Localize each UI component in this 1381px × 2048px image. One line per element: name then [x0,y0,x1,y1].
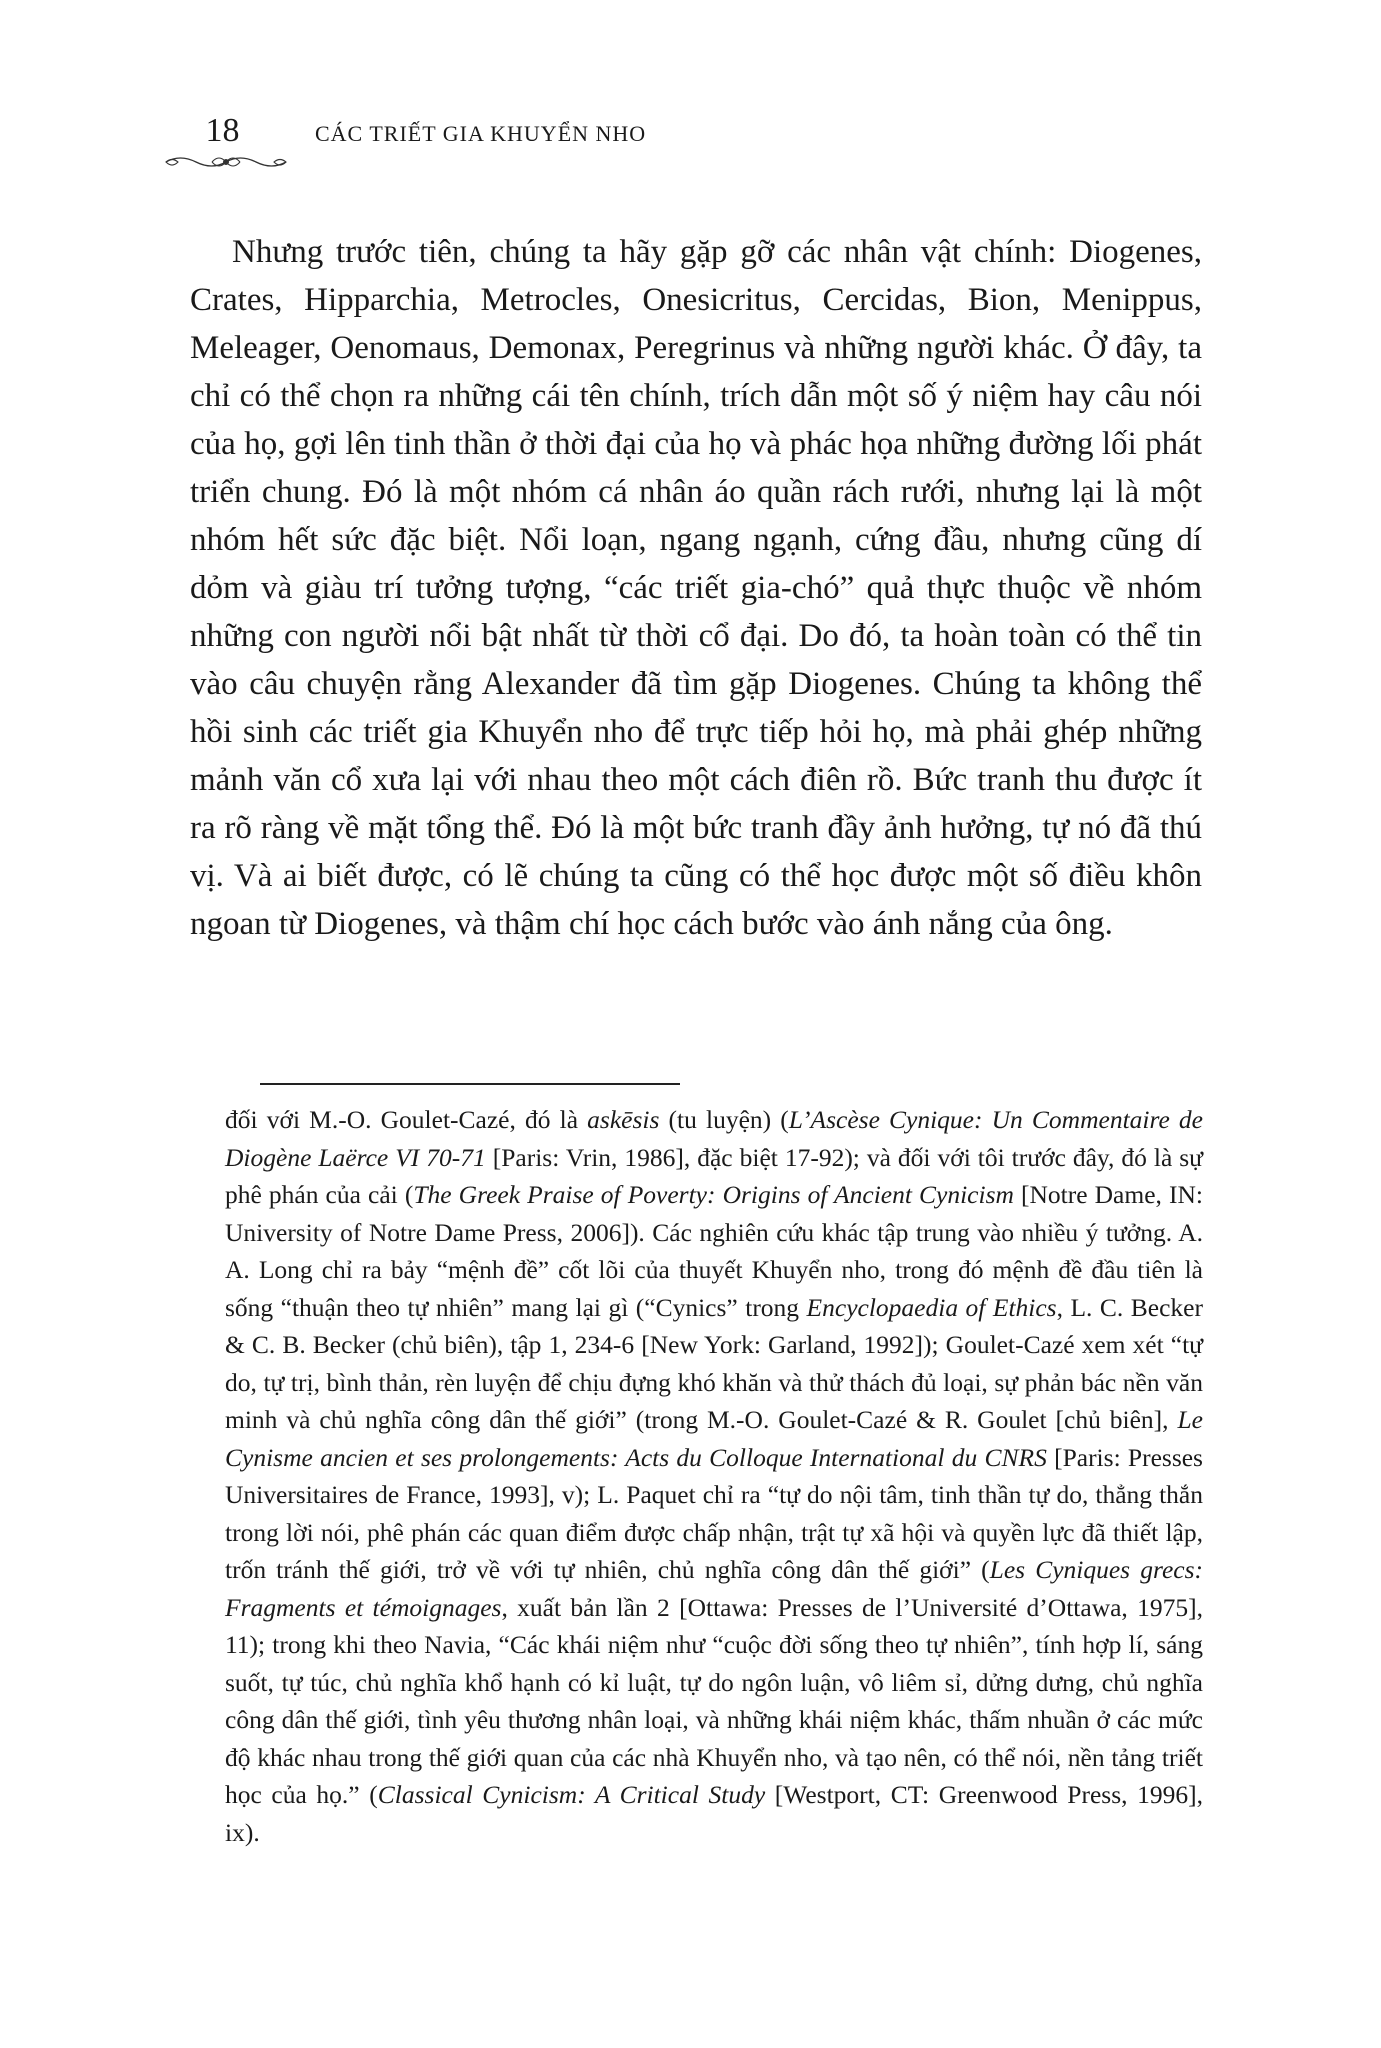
footnote-text: [Notre Dame, IN: University of Notre Dame Press, 2006]). Các nghiên cứu khác tập trung vào nhiều ý tưởng. A. A. Long chỉ ra bảy “mệnh đề” cốt lõi của thuyết Khuyển nho, trong đó mệnh đề đầu tiên là sống “thuận theo tự nhiên” mang lại gì (“Cynics” trong [225,1180,1203,1322]
footnote-italic-title: Encyclopaedia of Ethics [806,1292,1057,1322]
footnote-text: , xuất bản lần 2 [Ottawa: Presses de l’Université d’Ottawa, 1975], 11); trong khi theo Navia, “Các khái niệm như “cuộc đời sống theo tự nhiên”, tính hợp lí, sáng suốt, tự túc, chủ nghĩa khổ hạnh có kỉ luật, tự do ngôn luận, vô liêm sỉ, dửng dưng, chủ nghĩa công dân thế giới, tình yêu thương nhân loại, và những khái niệm khác, thấm nhuần ở các mức độ khác nhau trong thế giới quan của các nhà Khuyển nho, và tạo nên, có thể nói, nền tảng triết học của họ.” ( [225,1592,1203,1809]
page-number: 18 [205,112,240,149]
footnote-italic-title: askēsis [587,1105,660,1134]
running-head: CÁC TRIẾT GIA KHUYỂN NHO [315,121,647,146]
footnote-text: (tu luyện) ( [659,1105,789,1134]
body-paragraph: Nhưng trước tiên, chúng ta hãy gặp gỡ các nhân vật chính: Diogenes, Crates, Hipparchia, Metrocles, Onesicritus, Cercidas, Bion, Menippus, Meleager, Oenomaus, Demonax, Peregrinus và những người khác. Ở đây, ta chỉ có thể chọn ra những cái tên chính, trích dẫn một số ý niệm hay câu nói của họ, gợi lên tinh thần ở thời đại của họ và phác họa những đường lối phát triển chung. Đó là một nhóm cá nhân áo quần rách rưới, nhưng lại là một nhóm hết sức đặc biệt. Nổi loạn, ngang ngạnh, cứng đầu, nhưng cũng dí dỏm và giàu trí tưởng tượng, “các triết gia-chó” quả thực thuộc về nhóm những con người nổi bật nhất từ thời cổ đại. Do đó, ta hoàn toàn có thể tin vào câu chuyện rằng Alexander đã tìm gặp Diogenes. Chúng ta không thể hồi sinh các triết gia Khuyển nho để trực tiếp hỏi họ, mà phải ghép những mảnh văn cổ xưa lại với nhau theo một cách điên rồ. Bức tranh thu được ít ra rõ ràng về mặt tổng thể. Đó là một bức tranh đầy ảnh hưởng, tự nó đã thú vị. Và ai biết được, có lẽ chúng ta cũng có thể học được một số điều khôn ngoan từ Diogenes, và thậm chí học cách bước vào ánh nắng của ông. [190,234,1202,942]
footnote-italic-title: Le Cynisme ancien et ses prolongements: Acts du Colloque International du CNRS [225,1405,1203,1472]
footnote-italic-title: L’Ascèse Cynique: Un Commentaire de Diogène Laërce VI 70-71 [225,1105,1203,1172]
footnote-italic-title: Les Cyniques grecs: Fragments et témoignages [225,1555,1203,1622]
footnote-rule [260,1083,680,1085]
footnote-italic-title: The Greek Praise of Poverty: Origins of Ancient Cynicism [413,1180,1014,1209]
footnote [225,1101,1203,1851]
header-ornament-icon [162,150,290,174]
footnote-text: [Paris: Presses Universitaires de France, 1993], v); L. Paquet chỉ ra “tự do nội tâm, tinh thần tự do, thẳng thắn trong lời nói, phê phán các quan điểm được chấp nhận, trật tự xã hội và quyền lực đã thiết lập, trốn tránh thế giới, trở về với tự nhiên, chủ nghĩa công dân thế giới” ( [225,1442,1203,1584]
footnote-text: [Westport, CT: Greenwood Press, 1996], ix). [225,1780,1204,1847]
footnote-text: [Paris: Vrin, 1986], đặc biệt 17-92); và đối với tôi trước đây, đó là sự phê phán của cải ( [225,1142,1203,1209]
page-header [170,112,646,150]
footnote-italic-title: Classical Cynicism: A Critical Study [377,1780,766,1809]
footnote-text: , L. C. Becker & C. B. Becker (chủ biên), tập 1, 234-6 [New York: Garland, 1992]); Goulet-Cazé xem xét “tự do, tự trị, bình thản, rèn luyện để chịu đựng khó khăn và thử thách đủ loại, sự phản bác nền văn minh và chủ nghĩa công dân thế giới” (trong M.-O. Goulet-Cazé & R. Goulet [chủ biên], [225,1292,1203,1434]
footnote-text: đối với M.-O. Goulet-Cazé, đó là [225,1105,588,1134]
